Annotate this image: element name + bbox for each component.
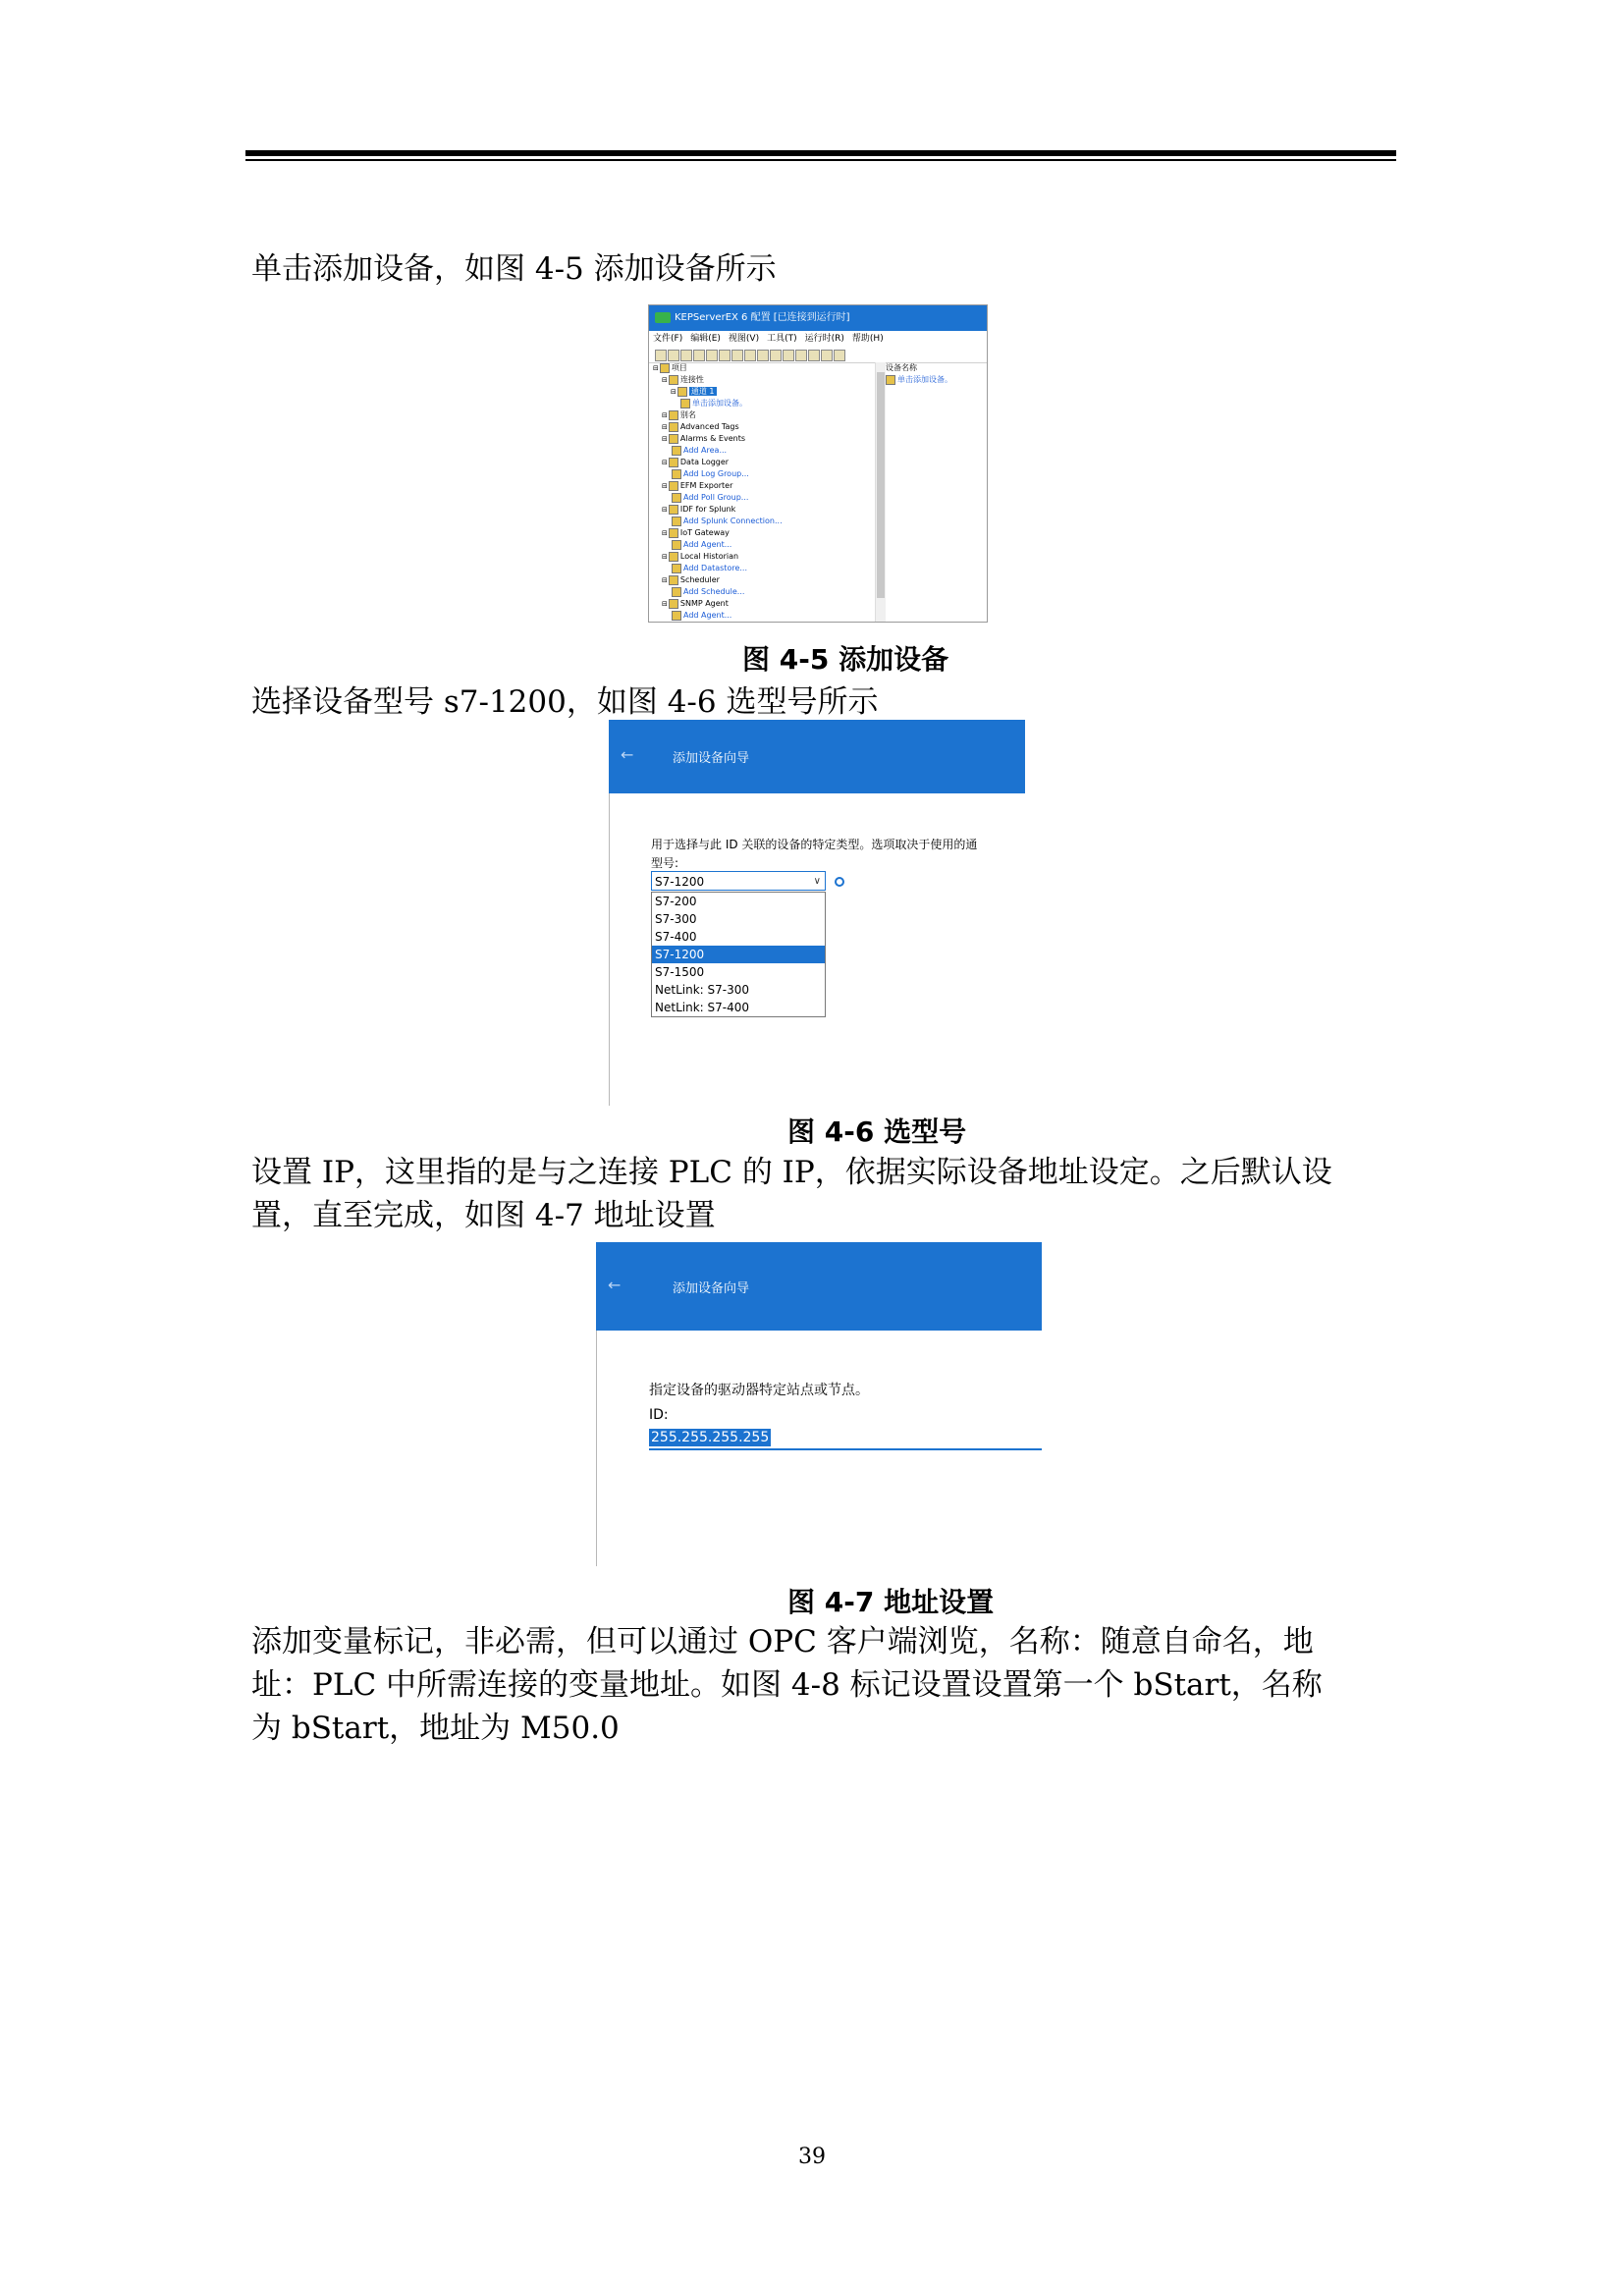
id-label: ID: [649,1407,669,1423]
window-titlebar [649,305,987,331]
cut-icon[interactable] [783,350,794,361]
folder-icon [669,528,678,538]
tree-node-label[interactable]: 项目 [671,363,687,372]
add-item-icon [672,587,681,597]
tree-node-label[interactable]: IDF for Splunk [679,505,736,514]
menu-item[interactable]: 文件(F) [653,334,683,344]
add-item-icon [672,517,681,526]
tree-node-label[interactable]: 通道 1 [690,387,715,396]
tree-node[interactable] [649,527,875,539]
caption-fig-4-6: 图 4-6 选型号 [787,1115,967,1148]
device-icon [886,375,895,385]
tree-node[interactable] [649,598,875,610]
add-item-icon [672,469,681,479]
click-to-add-device-link[interactable]: 单击添加设备。 [886,374,987,386]
wizard-description: 用于选择与此 ID 关联的设备的特定类型。选项取决于使用的通 [651,838,978,851]
id-input-value[interactable]: 255.255.255.255 [651,1430,770,1445]
tree-node-label[interactable]: Add Agent... [683,540,732,549]
menu-item[interactable]: 帮助(H) [851,334,884,344]
back-arrow-icon[interactable]: ← [608,1276,622,1294]
new-tag-icon[interactable] [744,350,756,361]
menu-item[interactable]: 工具(T) [767,334,797,344]
bulk-tag-icon[interactable] [757,350,769,361]
tree-node[interactable] [649,539,875,551]
model-option[interactable]: S7-400 [655,930,697,944]
folder-icon [669,505,678,515]
wizard-left-border [609,793,610,1106]
model-option[interactable]: S7-1200 [652,946,825,963]
tree-node-label[interactable]: Alarms & Events [679,434,745,443]
tree-node[interactable] [649,386,875,398]
tree-node-label[interactable]: EFM Exporter [679,481,733,490]
tree-node[interactable] [649,563,875,574]
paragraph-add-device: 单击添加设备，如图 4-5 添加设备所示 [251,251,777,287]
expand-toggle-icon[interactable]: ⊟ [662,553,668,561]
folder-icon [669,434,678,444]
new-device-icon[interactable] [719,350,731,361]
expand-toggle-icon[interactable]: ⊟ [662,576,668,584]
wizard-title: 添加设备向导 [673,1281,750,1296]
figure-address-setting [596,1242,1042,1566]
wizard-title: 添加设备向导 [673,751,750,766]
scrollbar-thumb[interactable] [877,372,885,598]
wizard-header [609,720,1025,793]
tree-node[interactable] [649,504,875,516]
quick-client-icon[interactable] [834,350,845,361]
save-as-icon[interactable] [693,350,705,361]
copy-icon[interactable] [795,350,807,361]
id-input[interactable] [649,1427,1042,1450]
model-label: 型号: [651,856,679,870]
expand-toggle-icon[interactable]: ⊟ [662,529,668,537]
add-item-icon [672,564,681,573]
expand-toggle-icon[interactable]: ⊟ [662,411,668,419]
tree-scrollbar[interactable] [875,362,886,622]
expand-toggle-icon[interactable]: ⊟ [662,506,668,514]
add-item-icon [680,399,690,408]
tree-node-label[interactable]: SNMP Agent [679,599,729,608]
tree-node[interactable] [649,586,875,598]
window-title: KEPServerEX 6 配置 [已连接到运行时] [675,312,850,323]
folder-icon [669,481,678,491]
model-option[interactable]: NetLink: S7-300 [655,983,749,997]
menu-item[interactable]: 视图(V) [728,334,760,344]
tree-node[interactable] [649,516,875,527]
tree-node-label[interactable]: 别名 [679,410,696,419]
chevron-down-icon[interactable]: ∨ [813,876,821,887]
tree-node-label[interactable]: 单击添加设备。 [692,399,747,408]
tree-node-label[interactable]: Add Area... [683,446,728,455]
paragraph-select-model: 选择设备型号 s7-1200，如图 4-6 选型号所示 [251,684,879,720]
caption-fig-4-7: 图 4-7 地址设置 [787,1586,995,1618]
menu-item[interactable]: 运行时(R) [804,334,844,344]
header-rule-thick [245,150,1396,156]
toolbar [649,347,987,363]
menu-item[interactable]: 编辑(E) [690,334,721,344]
tree-node[interactable] [649,480,875,492]
model-option[interactable]: NetLink: S7-400 [655,1001,749,1014]
tree-node-label[interactable]: Data Logger [679,458,730,466]
wizard-left-border [596,1331,597,1566]
add-item-icon [672,493,681,503]
figure-select-model [609,720,1025,1106]
tree-node[interactable] [649,610,875,622]
column-header-device-name[interactable]: 设备名称 [886,363,917,372]
delete-icon[interactable] [821,350,833,361]
paste-icon[interactable] [808,350,820,361]
expand-toggle-icon[interactable]: ⊟ [662,435,668,443]
tree-node[interactable] [649,409,875,421]
model-option[interactable]: S7-200 [655,895,697,908]
folder-icon [669,575,678,585]
tree-node[interactable] [649,362,875,374]
folder-icon [660,363,670,373]
tree-node[interactable] [649,492,875,504]
model-select-value: S7-1200 [655,875,705,889]
folder-icon [677,387,687,397]
undo-icon[interactable] [770,350,782,361]
project-tree [649,362,875,622]
tree-node-label[interactable]: Local Historian [679,552,739,561]
tree-node[interactable] [649,398,875,409]
new-icon[interactable] [655,350,667,361]
tree-node[interactable] [649,574,875,586]
folder-icon [669,375,678,385]
paragraph-add-tag-line1: 添加变量标记，非必需，但可以通过 OPC 客户端浏览，名称：随意自命名，地 [251,1624,1314,1659]
tree-node-label[interactable]: Add Splunk Connection... [683,517,783,525]
new-group-icon[interactable] [731,350,743,361]
expand-toggle-icon[interactable]: ⊟ [662,423,668,431]
folder-icon [669,552,678,562]
tree-node-label[interactable]: Add Schedule... [683,587,745,596]
tree-node-label[interactable]: Add Datastore... [683,564,747,572]
wizard-description: 指定设备的驱动器特定站点或节点。 [649,1383,869,1398]
tree-node-label[interactable]: IoT Gateway [679,528,730,537]
open-icon[interactable] [668,350,679,361]
help-icon[interactable] [835,877,844,887]
tree-node[interactable] [649,421,875,433]
folder-icon [669,422,678,432]
folder-icon [669,410,678,420]
figure-kepserver-window [648,304,988,623]
tree-node[interactable] [649,457,875,468]
tree-node-label[interactable]: Add Poll Group... [683,493,749,502]
tree-node-label[interactable]: Add Log Group... [683,469,749,478]
tree-node-label[interactable]: Scheduler [679,575,720,584]
expand-toggle-icon[interactable]: ⊟ [662,600,668,608]
tree-node-label[interactable]: Advanced Tags [679,422,739,431]
model-option[interactable]: S7-1500 [655,965,705,979]
paragraph-add-tag-line3: 为 bStart，地址为 M50.0 [251,1711,620,1746]
model-option[interactable]: S7-300 [655,912,697,926]
folder-icon [669,599,678,609]
tree-node[interactable] [649,551,875,563]
tree-node[interactable] [649,468,875,480]
tree-node-label[interactable]: 连接性 [679,375,704,384]
paragraph-set-ip-line2: 置，直至完成，如图 4-7 地址设置 [251,1198,716,1233]
add-item-icon [672,446,681,456]
tree-node[interactable] [649,374,875,386]
add-item-icon [672,540,681,550]
paragraph-set-ip-line1: 设置 IP，这里指的是与之连接 PLC 的 IP，依据实际设备地址设定。之后默认设 [251,1155,1332,1190]
wizard-header [596,1242,1042,1331]
app-icon [655,312,671,323]
expand-toggle-icon[interactable]: ⊟ [662,482,668,490]
expand-toggle-icon[interactable]: ⊟ [653,364,659,372]
save-icon[interactable] [680,350,692,361]
device-list-pane [886,362,987,622]
expand-toggle-icon[interactable]: ⊟ [662,459,668,466]
page-number: 39 [798,2145,826,2169]
tree-node[interactable] [649,433,875,445]
paragraph-add-tag-line2: 址：PLC 中所需连接的变量地址。如图 4-8 标记设置设置第一个 bStart，名称 [251,1667,1323,1703]
menu-bar [649,331,987,347]
tree-node-label[interactable]: Add Agent... [683,611,732,620]
expand-toggle-icon[interactable]: ⊟ [662,376,668,384]
back-arrow-icon[interactable]: ← [621,745,634,764]
tree-node[interactable] [649,445,875,457]
model-dropdown-list [651,892,826,1017]
model-select[interactable] [651,871,826,891]
add-item-icon [672,611,681,621]
caption-fig-4-5: 图 4-5 添加设备 [742,643,949,676]
expand-toggle-icon[interactable]: ⊟ [671,388,677,396]
header-rule-thin [245,159,1396,161]
new-channel-icon[interactable] [706,350,718,361]
folder-icon [669,458,678,467]
